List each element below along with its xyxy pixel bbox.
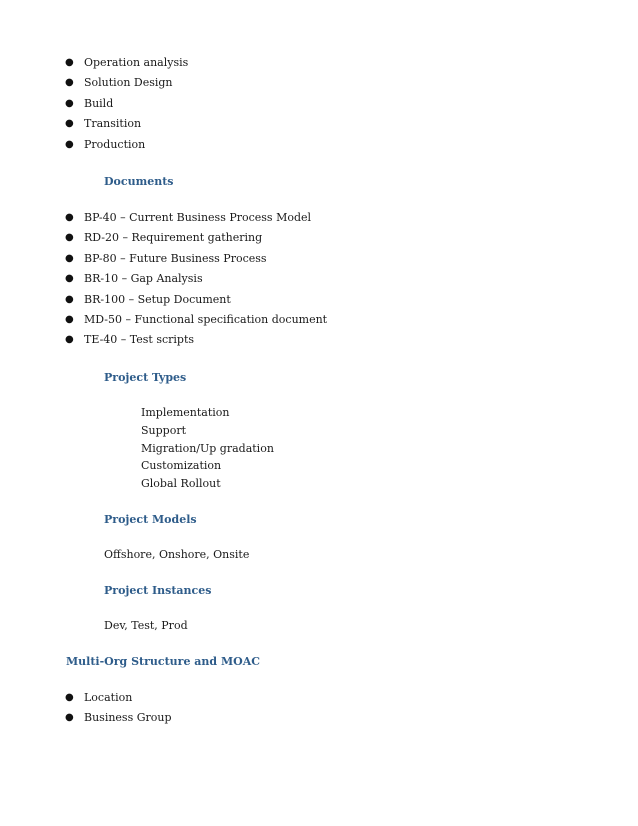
bullet-icon: ● bbox=[65, 232, 74, 244]
project-instances-text: Dev, Test, Prod bbox=[104, 619, 188, 632]
list-item-text: Operation analysis bbox=[84, 56, 189, 69]
list-item-text: RD-20 – Requirement gathering bbox=[84, 231, 263, 245]
list-item-text: BR-10 – Gap Analysis bbox=[84, 272, 203, 286]
list-item: Implementation bbox=[141, 406, 230, 419]
bullet-icon: ● bbox=[65, 293, 74, 305]
list-item-text: Production bbox=[84, 137, 146, 151]
bullet-icon: ● bbox=[65, 334, 74, 346]
bullet-icon: ● bbox=[65, 138, 74, 150]
bullet-icon: ● bbox=[65, 252, 74, 264]
list-item: Global Rollout bbox=[141, 477, 221, 491]
list-item-text: BR-100 – Setup Document bbox=[84, 292, 231, 306]
project-types-heading: Project Types bbox=[104, 371, 187, 384]
list-item-text: Location bbox=[84, 691, 133, 704]
project-instances-heading: Project Instances bbox=[104, 584, 212, 597]
documents-heading: Documents bbox=[104, 175, 174, 188]
bullet-icon: ● bbox=[65, 712, 74, 724]
list-item: Support bbox=[141, 423, 187, 437]
bullet-icon: ● bbox=[65, 77, 74, 89]
list-item-text: Business Group bbox=[84, 711, 172, 725]
list-item-text: BP-40 – Current Business Process Model bbox=[84, 211, 312, 224]
list-item-text: TE-40 – Test scripts bbox=[84, 333, 195, 347]
list-item-text: Solution Design bbox=[84, 76, 173, 90]
project-types-list bbox=[141, 404, 274, 493]
multi-org-heading: Multi-Org Structure and MOAC bbox=[66, 655, 260, 668]
list-item-text: MD-50 – Functional specification document bbox=[84, 312, 328, 326]
bullet-icon: ● bbox=[65, 97, 74, 109]
list-item: Migration/Up gradation bbox=[141, 441, 274, 455]
list-item: Customization bbox=[141, 459, 222, 473]
list-item-text: BP-80 – Future Business Process bbox=[84, 251, 267, 265]
bullet-icon: ● bbox=[65, 57, 74, 68]
bullet-icon: ● bbox=[65, 313, 74, 325]
bullet-icon: ● bbox=[65, 692, 74, 703]
project-models-heading: Project Models bbox=[104, 513, 197, 526]
list-item-text: Transition bbox=[84, 117, 142, 131]
bullet-icon: ● bbox=[65, 118, 74, 130]
bullet-icon: ● bbox=[65, 273, 74, 285]
bullet-icon: ● bbox=[65, 212, 74, 223]
list-item-text: Build bbox=[84, 96, 114, 110]
project-models-text: Offshore, Onshore, Onsite bbox=[104, 548, 250, 561]
